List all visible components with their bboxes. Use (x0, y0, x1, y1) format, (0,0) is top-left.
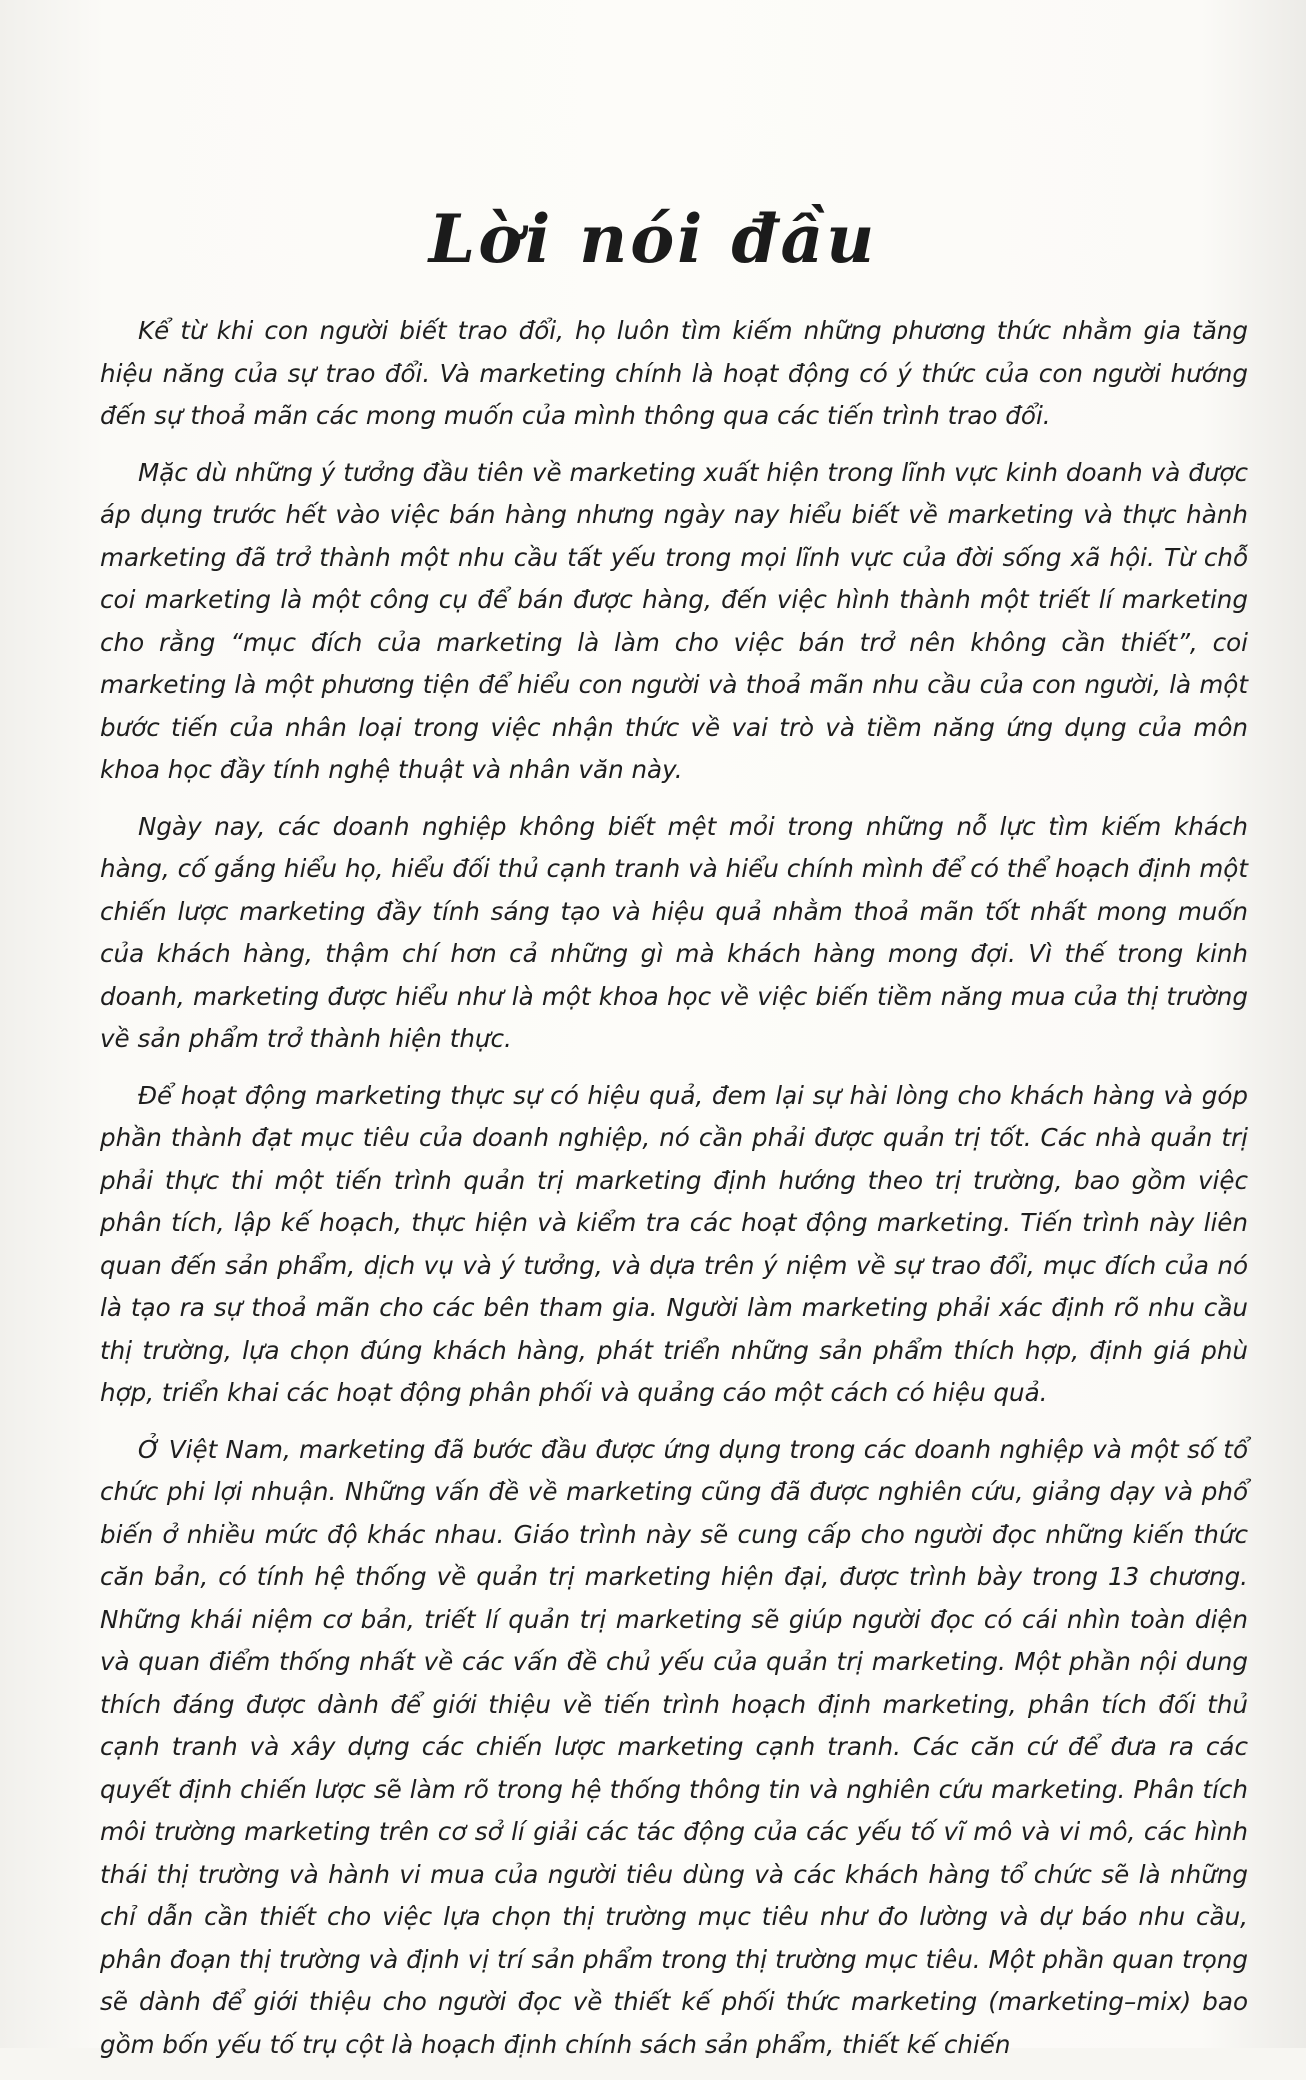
paragraph-1: Kể từ khi con người biết trao đổi, họ luôn tìm kiếm những phương thức nhằm gia tăng hiệu năng của sự trao đổi. Và marketing chính là hoạt động có ý thức của con người hướng đến sự thoả mãn các mong muốn của mình thông qua các tiến trình trao đổi. (100, 316, 1248, 430)
paragraph-3: Ngày nay, các doanh nghiệp không biết mệt mỏi trong những nỗ lực tìm kiếm khách hàng, cố gắng hiểu họ, hiểu đối thủ cạnh tranh và hiểu chính mình để có thể hoạch định một chiến lược marketing đầy tính sáng tạo và hiệu quả nhằm thoả mãn tốt nhất mong muốn của khách hàng, thậm chí hơn cả những gì mà khách hàng mong đợi. Vì thế trong kinh doanh, marketing được hiểu như là một khoa học về việc biến tiềm năng mua của thị trường về sản phẩm trở thành hiện thực. (100, 811, 1248, 1053)
paragraph-2: Mặc dù những ý tưởng đầu tiên về marketing xuất hiện trong lĩnh vực kinh doanh và được áp dụng trước hết vào việc bán hàng nhưng ngày nay hiểu biết về marketing và thực hành marketing đã trở thành một nhu cầu tất yếu trong mọi lĩnh vực của đời sống xã hội. Từ chỗ coi marketing là một công cụ để bán được hàng, đến việc hình thành một triết lí marketing cho rằng “mục đích của marketing là làm cho việc bán trở nên không cần thiết”, coi marketing là một phương tiện để hiểu con người và thoả mãn nhu cầu của con người, là một bước tiến của nhân loại trong việc nhận thức về vai trò và tiềm năng ứng dụng của môn khoa học đầy tính nghệ thuật và nhân văn này. (100, 457, 1248, 784)
page-title: Lời nói đầu (428, 200, 878, 278)
paragraph-5: Ở Việt Nam, marketing đã bước đầu được ứng dụng trong các doanh nghiệp và một số tổ chức phi lợi nhuận. Những vấn đề về marketing cũng đã được nghiên cứu, giảng dạy và phổ biến ở nhiều mức độ khác nhau. Giáo trình này sẽ cung cấp cho người đọc những kiến thức căn bản, có tính hệ thống về quản trị marketing hiện đại, được trình bày trong 13 chương. Những khái niệm cơ bản, triết lí quản trị marketing sẽ giúp người đọc có cái nhìn toàn diện và quan điểm thống nhất về các vấn đề chủ yếu của quản trị marketing. Một phần nội dung thích đáng được dành để giới thiệu về tiến trình hoạch định marketing, phân tích đối thủ cạnh tranh và xây dựng các chiến lược marketing cạnh tranh. Các căn cứ để đưa ra các quyết định chiến lược sẽ làm rõ trong hệ thống thông tin và nghiên cứu marketing. Phân tích môi trường marketing trên cơ sở lí giải các tác động của các yếu tố vĩ mô và vi mô, các hình thái thị trường và hành vi mua của người tiêu dùng và các khách hàng tổ chức sẽ là những chỉ dẫn cần thiết cho việc lựa chọn thị trường mục tiêu như đo lường và dự báo nhu cầu, phân đoạn thị trường và định vị trí sản phẩm trong thị trường mục tiêu. Một phần quan trọng sẽ dành để giới thiệu cho người đọc về thiết kế phối thức marketing (marketing–mix) bao gồm bốn yếu tố trụ cột là hoạch định chính sách sản phẩm, thiết kế chiến (100, 1434, 1248, 2059)
preface-body (100, 310, 1248, 2080)
paragraph-4: Để hoạt động marketing thực sự có hiệu quả, đem lại sự hài lòng cho khách hàng và góp phần thành đạt mục tiêu của doanh nghiệp, nó cần phải được quản trị tốt. Các nhà quản trị phải thực thi một tiến trình quản trị marketing định hướng theo trị trường, bao gồm việc phân tích, lập kế hoạch, thực hiện và kiểm tra các hoạt động marketing. Tiến trình này liên quan đến sản phẩm, dịch vụ và ý tưởng, và dựa trên ý niệm về sự trao đổi, mục đích của nó là tạo ra sự thoả mãn cho các bên tham gia. Người làm marketing phải xác định rõ nhu cầu thị trường, lựa chọn đúng khách hàng, phát triển những sản phẩm thích hợp, định giá phù hợp, triển khai các hoạt động phân phối và quảng cáo một cách có hiệu quả. (100, 1080, 1248, 1407)
